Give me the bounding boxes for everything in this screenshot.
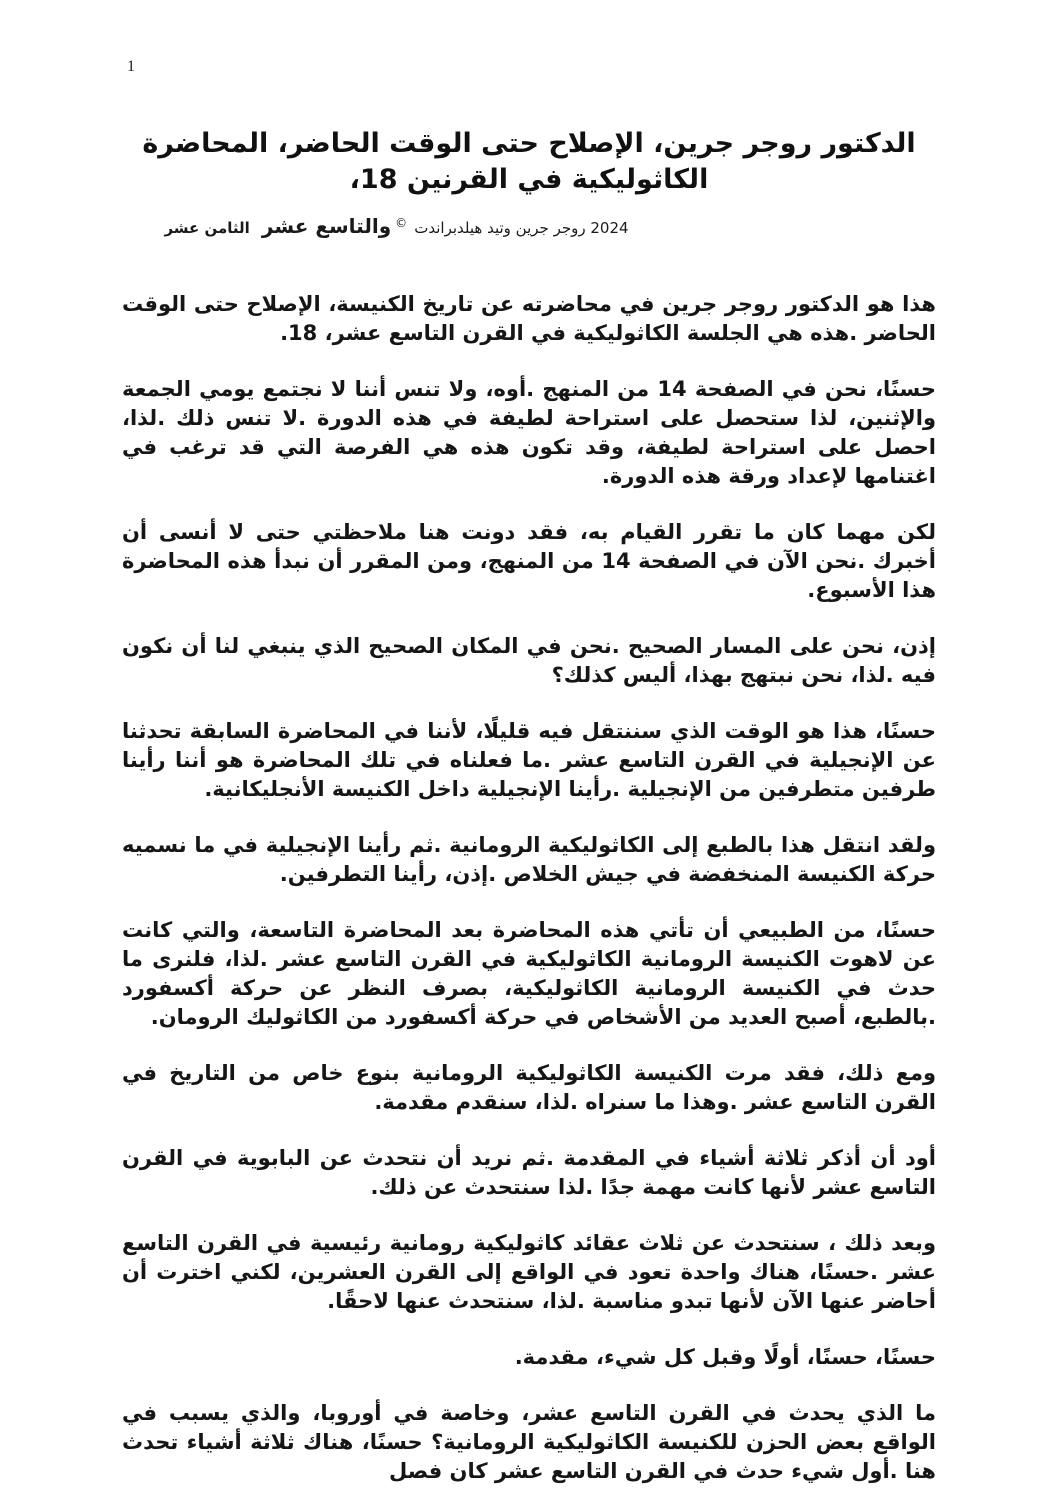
paragraph: ما الذي يحدث في القرن التاسع عشر، وخاصة في أوروبا، والذي يسبب في الواقع بعض الحزن للكنيسة الكاثوليكية الرومانية؟ حسنًا، هناك ثلاثة أشياء تحدث هنا .أول شيء حدث في القرن التاسع عشر كان فصل: [122, 1401, 936, 1483]
paragraph: أود أن أذكر ثلاثة أشياء في المقدمة .ثم نريد أن نتحدث عن البابوية في القرن التاسع عشر لأنها كانت مهمة جدًا .لذا سنتحدث عن ذلك.: [122, 1146, 936, 1199]
page-number: 1: [127, 58, 135, 75]
paragraph: حسنًا، هذا هو الوقت الذي سننتقل فيه قليلًا، لأننا في المحاضرة السابقة تحدثنا عن الإنجيلية في القرن التاسع عشر .ما فعلناه في تلك المحاضرة هو أننا رأينا طرفين متطرفين من الإنجيلية .رأينا الإنجيلية داخل الكنيسة الأنجليكانية.: [122, 719, 936, 801]
subtitle-century-small: الثامن عشر: [164, 219, 250, 237]
paragraph: حسنًا، حسنًا، أولًا وقبل كل شيء، مقدمة.: [514, 1345, 936, 1369]
paragraph: لكن مهما كان ما تقرر القيام به، فقد دونت هنا ملاحظتي حتى لا أنسى أن أخبرك .نحن الآن في الصفحة 14 من المنهج، ومن المقرر أن نبدأ هذه المحاضرة هذا الأسبوع.: [122, 520, 936, 602]
copyright-symbol: ©: [395, 215, 408, 230]
document-body: [122, 290, 936, 1486]
paragraph: وبعد ذلك ، سنتحدث عن ثلاث عقائد كاثوليكية رومانية رئيسية في القرن التاسع عشر .حسنًا، هناك واحدة تعود في الواقع إلى القرن العشرين، لكني اخترت أن أحاضر عنها الآن لأنها تبدو مناسبة .لذا، سنتحدث عنها لاحقًا.: [122, 1231, 936, 1313]
paragraph: حسنًا، من الطبيعي أن تأتي هذه المحاضرة بعد المحاضرة التاسعة، والتي كانت عن لاهوت الكنيسة الرومانية الكاثوليكية في القرن التاسع عشر .لذا، فلنرى ما حدث في الكنيسة الرومانية الكاثوليكية، بصرف النظر عن حركة أكسفورد .بالطبع، أصبح العديد من الأشخاص في حركة أكسفورد من الكاثوليك الرومان.: [122, 918, 936, 1029]
title-line-1: الدكتور روجر جرين، الإصلاح حتى الوقت الحاضر، المحاضرة: [142, 128, 916, 159]
copyright-text: 2024 روجر جرين وتيد هيلدبراندت: [414, 219, 629, 237]
paragraph: حسنًا، نحن في الصفحة 14 من المنهج .أوه، ولا تنس أننا لا نجتمع يومي الجمعة والإثنين، لذا ستحصل على استراحة لطيفة في هذه الدورة .لا تنس ذلك .لذا، احصل على استراحة لطيفة، وقد تكون هذه هي الفرصة التي قد ترغب في اغتنامها لإعداد ورقة هذه الدورة.: [122, 377, 937, 488]
paragraph: هذا هو الدكتور روجر جرين في محاضرته عن تاريخ الكنيسة، الإصلاح حتى الوقت الحاضر .هذه هي الجلسة الكاثوليكية في القرن التاسع عشر، 18.: [122, 292, 936, 345]
paragraph: ولقد انتقل هذا بالطبع إلى الكاثوليكية الرومانية .ثم رأينا الإنجيلية في ما نسميه حركة الكنيسة المنخفضة في جيش الخلاص .إذن، رأينا التطرفين.: [122, 833, 936, 886]
document-title: [122, 126, 936, 198]
paragraph: ومع ذلك، فقد مرت الكنيسة الكاثوليكية الرومانية بنوع خاص من التاريخ في القرن التاسع عشر .وهذا ما سنراه .لذا، سنقدم مقدمة.: [122, 1061, 936, 1114]
document-subtitle: [122, 214, 936, 238]
title-line-2: الكاثوليكية في القرنين 18،: [349, 164, 709, 195]
paragraph: إذن، نحن على المسار الصحيح .نحن في المكان الصحيح الذي ينبغي لنا أن نكون فيه .لذا، نحن نبتهج بهذا، أليس كذلك؟: [122, 634, 936, 687]
subtitle-century-large: والتاسع عشر: [261, 214, 392, 238]
